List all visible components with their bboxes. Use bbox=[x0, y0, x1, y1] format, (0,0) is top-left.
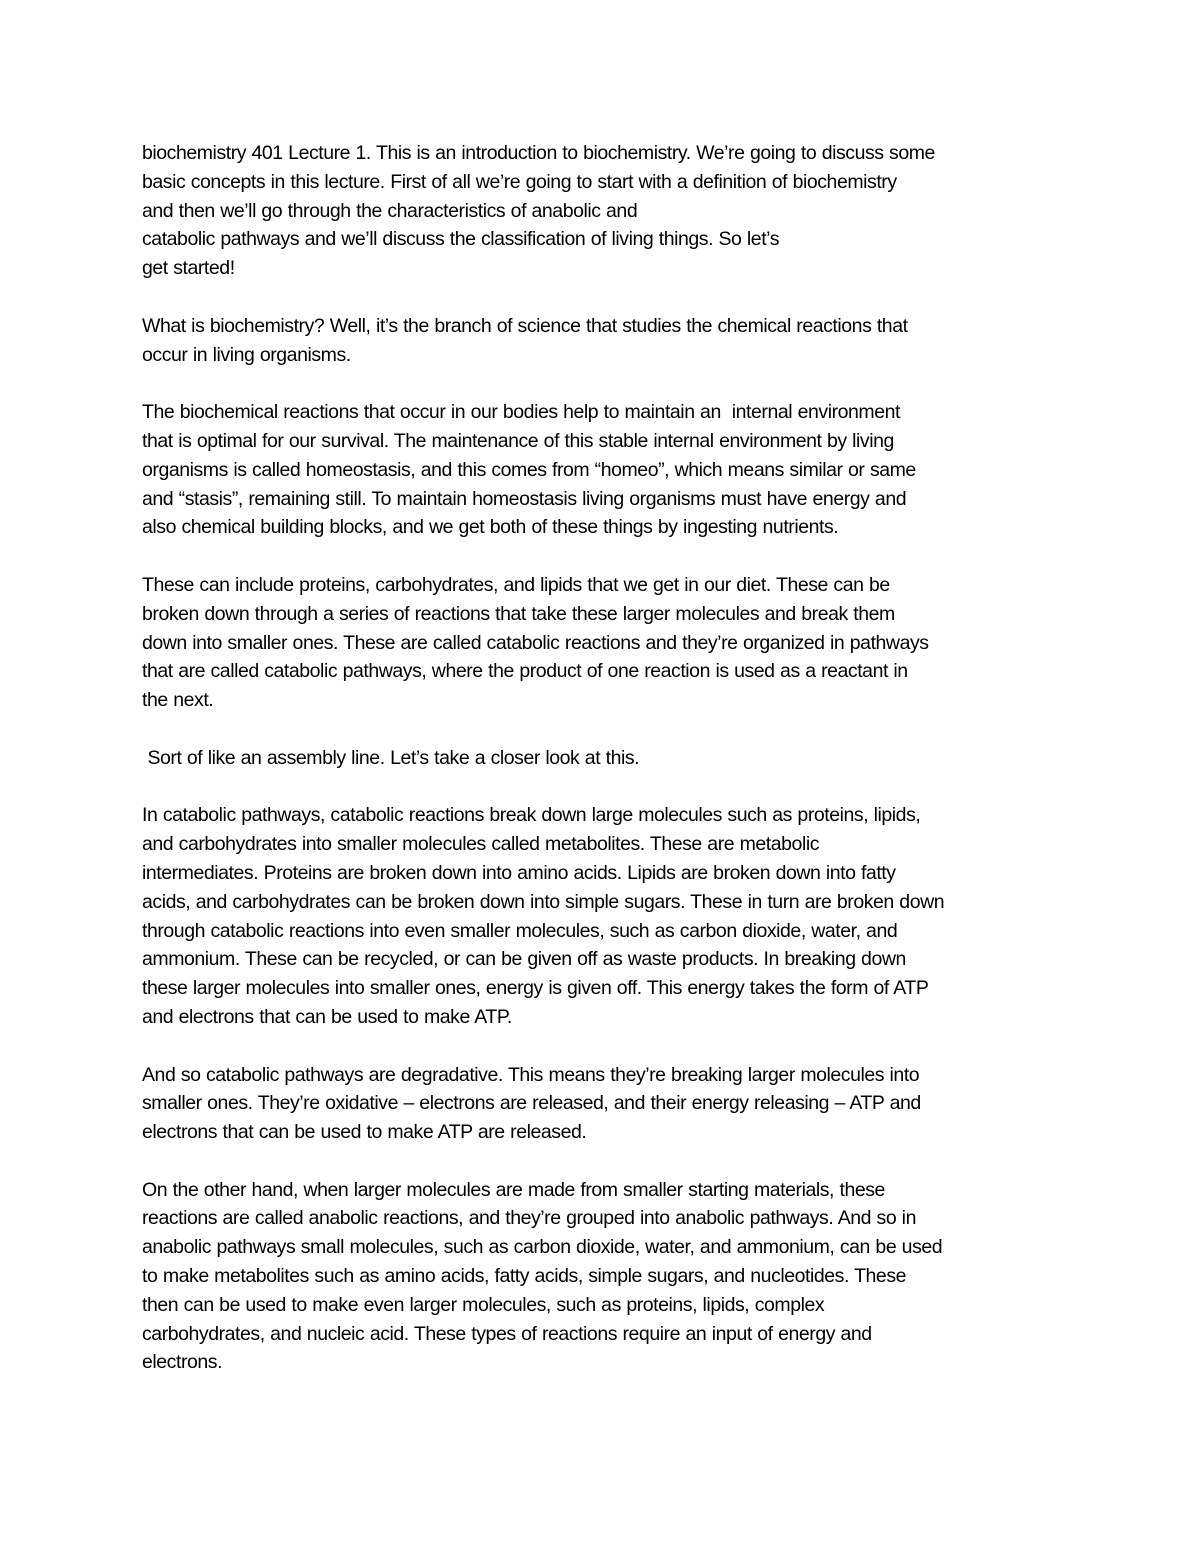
paragraph-homeostasis bbox=[142, 398, 1072, 542]
paragraph-spacer bbox=[142, 1032, 1072, 1061]
text-line: And so catabolic pathways are degradative. This means they’re breaking larger molecules into bbox=[142, 1063, 920, 1086]
text-line: that are called catabolic pathways, where the product of one reaction is used as a reactant in bbox=[142, 660, 908, 683]
text-line: electrons that can be used to make ATP are released. bbox=[142, 1121, 587, 1144]
text-line: intermediates. Proteins are broken down into amino acids. Lipids are broken down into fatty bbox=[142, 861, 896, 884]
text-line: Sort of like an assembly line. Let’s take a closer look at this. bbox=[142, 746, 640, 769]
paragraph-assembly-line bbox=[142, 744, 1072, 773]
text-line: the next. bbox=[142, 689, 214, 712]
text-line: catabolic pathways and we’ll discuss the classification of living things. So let’s bbox=[142, 228, 779, 251]
text-line: electrons. bbox=[142, 1351, 223, 1374]
paragraph-definition bbox=[142, 312, 1072, 370]
text-line: anabolic pathways small molecules, such as carbon dioxide, water, and ammonium, can be used bbox=[142, 1236, 943, 1259]
text-line: down into smaller ones. These are called catabolic reactions and they’re organized in pathways bbox=[142, 631, 929, 654]
paragraph-spacer bbox=[142, 283, 1072, 312]
paragraph-degradative bbox=[142, 1061, 1072, 1147]
text-line: biochemistry 401 Lecture 1. This is an introduction to biochemistry. We’re going to discuss some bbox=[142, 142, 935, 164]
text-line: occur in living organisms. bbox=[142, 343, 351, 366]
text-line: get started! bbox=[142, 257, 235, 280]
paragraph-spacer bbox=[142, 369, 1072, 398]
paragraph-spacer bbox=[142, 715, 1072, 744]
paragraph-anabolic bbox=[142, 1176, 1072, 1378]
text-line: that is optimal for our survival. The maintenance of this stable internal environment by living bbox=[142, 429, 894, 452]
text-line: then can be used to make even larger molecules, such as proteins, lipids, complex bbox=[142, 1293, 825, 1316]
text-line: through catabolic reactions into even smaller molecules, such as carbon dioxide, water, and bbox=[142, 919, 898, 942]
paragraph-nutrients bbox=[142, 571, 1072, 715]
text-line: In catabolic pathways, catabolic reactions break down large molecules such as proteins, lipids, bbox=[142, 804, 921, 827]
text-line: ammonium. These can be recycled, or can be given off as waste products. In breaking down bbox=[142, 948, 906, 971]
text-line: smaller ones. They’re oxidative – electrons are released, and their energy releasing – ATP and bbox=[142, 1092, 921, 1115]
text-line: also chemical building blocks, and we get both of these things by ingesting nutrients. bbox=[142, 516, 839, 539]
text-line: organisms is called homeostasis, and this comes from “homeo”, which means similar or same bbox=[142, 458, 916, 481]
paragraph-intro bbox=[142, 139, 1072, 283]
paragraph-catabolic bbox=[142, 801, 1072, 1031]
paragraph-spacer bbox=[142, 773, 1072, 802]
text-line: basic concepts in this lecture. First of all we’re going to start with a definition of biochemistry bbox=[142, 170, 897, 193]
text-line: These can include proteins, carbohydrates, and lipids that we get in our diet. These can be bbox=[142, 573, 890, 596]
text-line: broken down through a series of reactions that take these larger molecules and break them bbox=[142, 602, 895, 625]
document-page bbox=[142, 139, 1072, 1377]
text-line: On the other hand, when larger molecules are made from smaller starting materials, these bbox=[142, 1178, 885, 1201]
text-line: carbohydrates, and nucleic acid. These types of reactions require an input of energy and bbox=[142, 1322, 872, 1345]
text-line: What is biochemistry? Well, it’s the branch of science that studies the chemical reactions that bbox=[142, 314, 908, 337]
text-line: The biochemical reactions that occur in our bodies help to maintain an internal environment bbox=[142, 401, 900, 424]
text-line: and “stasis”, remaining still. To maintain homeostasis living organisms must have energy and bbox=[142, 487, 907, 510]
text-line: and electrons that can be used to make ATP. bbox=[142, 1005, 512, 1028]
text-line: to make metabolites such as amino acids, fatty acids, simple sugars, and nucleotides. These bbox=[142, 1265, 907, 1288]
text-line: reactions are called anabolic reactions, and they’re grouped into anabolic pathways. And so in bbox=[142, 1207, 916, 1230]
paragraph-spacer bbox=[142, 542, 1072, 571]
text-line: and carbohydrates into smaller molecules called metabolites. These are metabolic bbox=[142, 833, 820, 856]
text-line: and then we’ll go through the characteristics of anabolic and bbox=[142, 199, 638, 222]
paragraph-spacer bbox=[142, 1147, 1072, 1176]
text-line: acids, and carbohydrates can be broken down into simple sugars. These in turn are broken down bbox=[142, 890, 945, 913]
text-line: these larger molecules into smaller ones, energy is given off. This energy takes the form of ATP bbox=[142, 977, 929, 1000]
